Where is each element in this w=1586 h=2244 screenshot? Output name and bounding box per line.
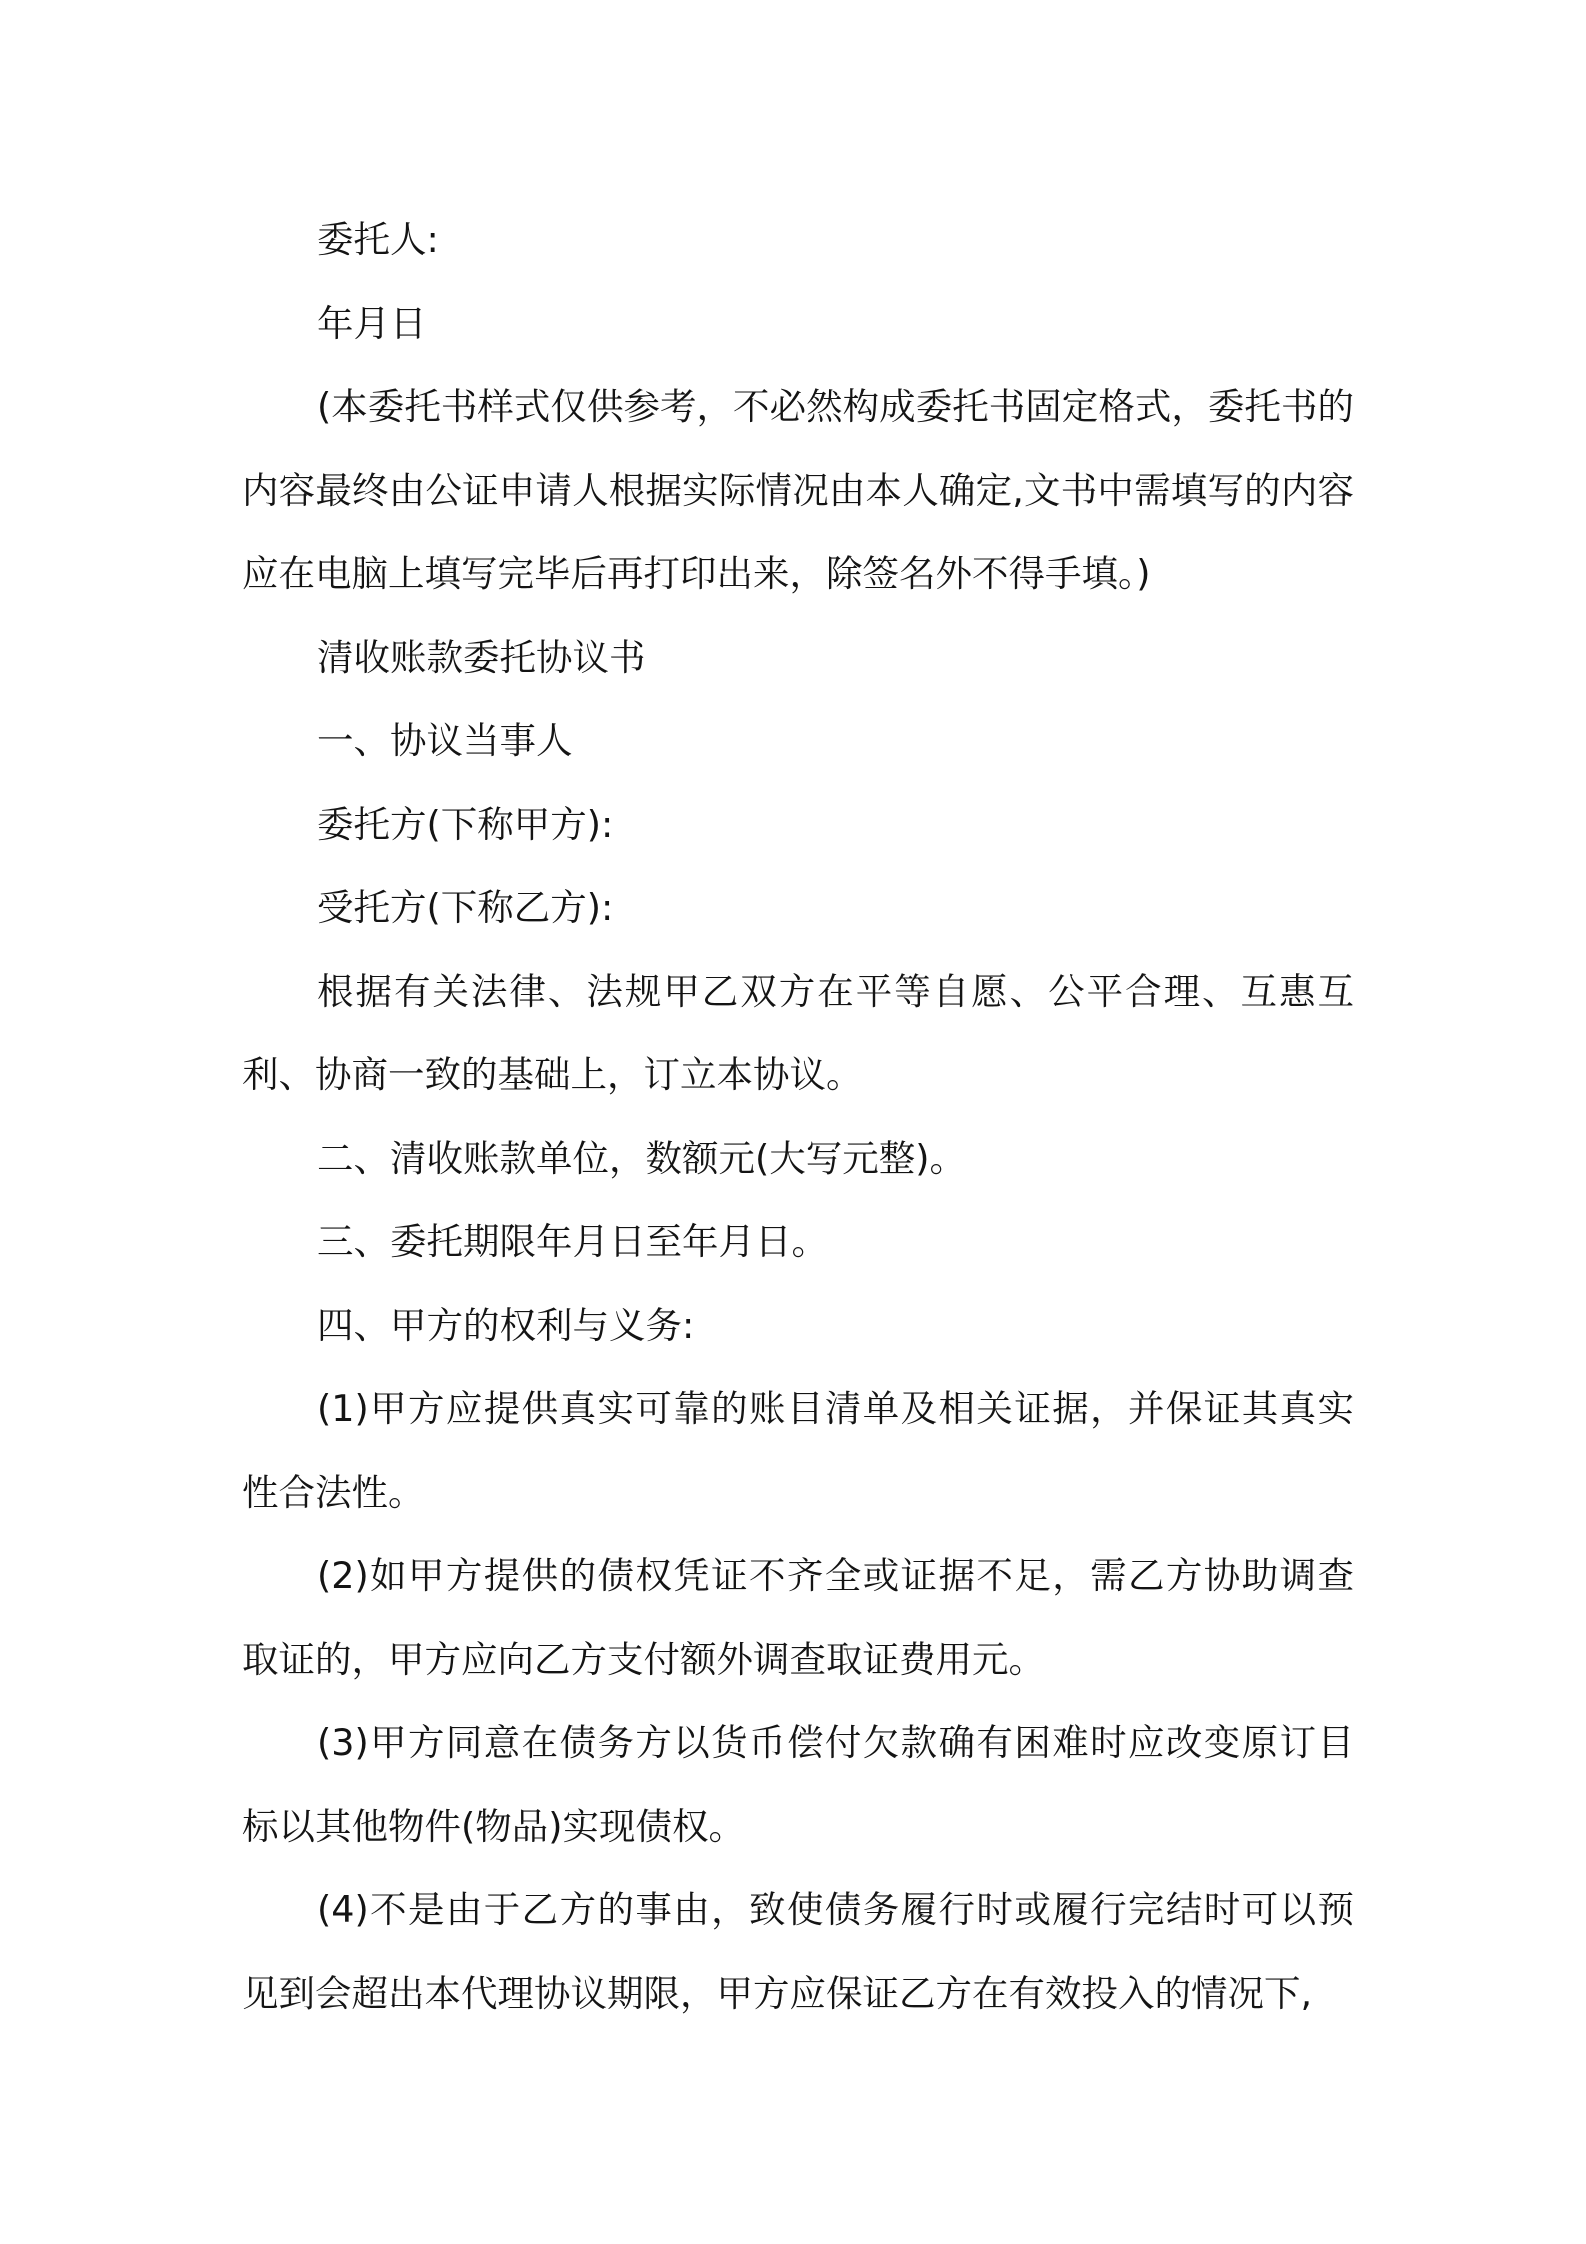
template-note: (本委托书样式仅供参考，不必然构成委托书固定格式，委托书的内容最终由公证申请人根据实际情况由本人确定,文书中需填写的内容应在电脑上填写完毕后再打印出来，除签名外不得手填。) bbox=[242, 385, 1354, 595]
section-3-paragraph: 三、委托期限年月日至年月日。 bbox=[317, 1220, 828, 1263]
clause-2-paragraph: (2)如甲方提供的债权凭证不齐全或证据不足，需乙方协助调查取证的，甲方应向乙方支付额外调查取证费用元。 bbox=[242, 1554, 1354, 1681]
clause-4-paragraph: (4)不是由于乙方的事由，致使债务履行时或履行完结时可以预见到会超出本代理协议期限，甲方应保证乙方在有效投入的情况下, bbox=[242, 1888, 1354, 2015]
section-2-paragraph: 二、清收账款单位，数额元(大写元整)。 bbox=[317, 1136, 966, 1180]
preamble-paragraph: 根据有关法律、法规甲乙双方在平等自愿、公平合理、互惠互利、协商一致的基础上，订立本协议。 bbox=[242, 969, 1354, 1096]
clause-3-paragraph: (3)甲方同意在债务方以货币偿付欠款确有困难时应改变原订目标以其他物件(物品)实现债权。 bbox=[242, 1721, 1354, 1848]
document-body bbox=[242, 198, 1354, 2035]
clause-1-paragraph: (1)甲方应提供真实可靠的账目清单及相关证据，并保证其真实性合法性。 bbox=[242, 1387, 1354, 1514]
section-1-heading: 一、协议当事人 bbox=[317, 719, 573, 762]
section-4-heading: 四、甲方的权利与义务: bbox=[317, 1303, 695, 1347]
party-a-line: 委托方(下称甲方): bbox=[317, 802, 614, 846]
agreement-title: 清收账款委托协议书 bbox=[317, 635, 646, 679]
party-b-line: 受托方(下称乙方): bbox=[317, 886, 614, 929]
date-line: 年月日 bbox=[317, 301, 427, 345]
signature-line-principal: 委托人: bbox=[317, 218, 439, 261]
